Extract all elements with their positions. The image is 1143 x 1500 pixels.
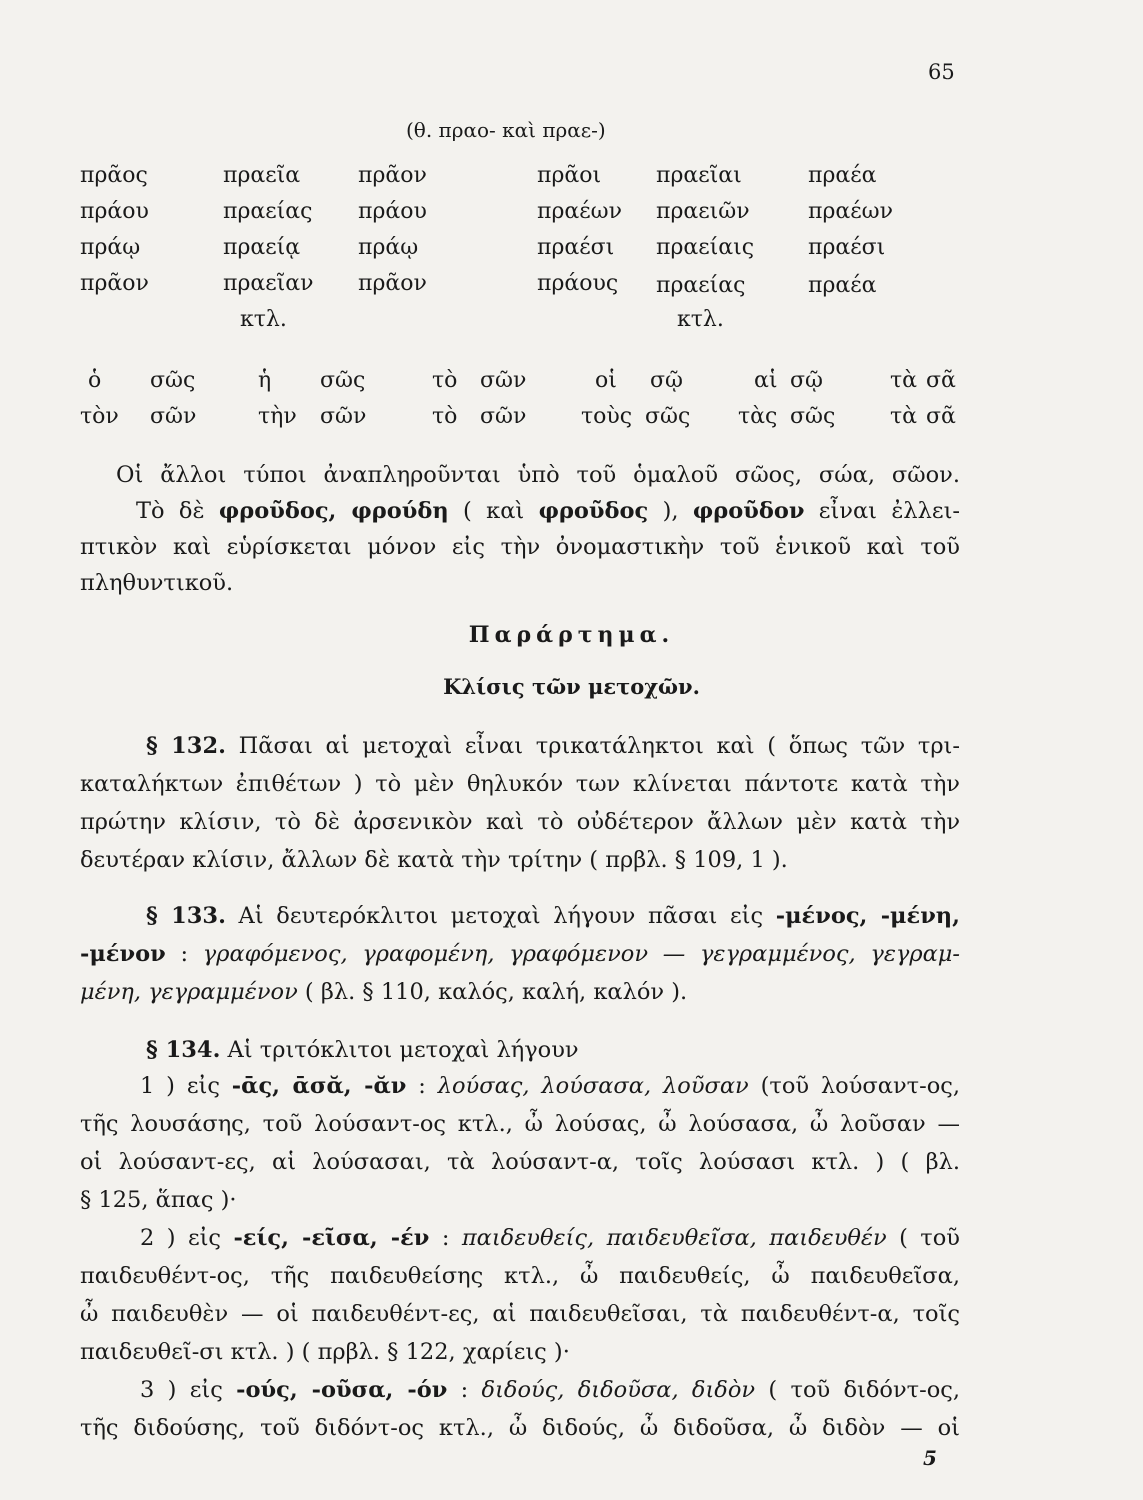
table-cell: πραείας	[656, 273, 746, 298]
text-run: 1 ) εἰς	[140, 1073, 232, 1099]
section-133-line	[146, 903, 960, 929]
table-cell: σῷ	[790, 368, 823, 393]
table-cell: ὁ	[88, 368, 102, 393]
section-134-item1-line: § 125, ἅπας )·	[80, 1187, 237, 1213]
table-cell: πραείαις	[656, 235, 755, 260]
paragraph-line	[136, 498, 960, 524]
ktl-left: κτλ.	[240, 307, 287, 332]
table-cell: πραεῖα	[223, 163, 301, 188]
signature-mark: 5	[923, 1446, 937, 1470]
table-cell: τὸν	[80, 404, 119, 429]
text-run: Αἱ τριτόκλιτοι μετοχαὶ λήγουν	[220, 1037, 579, 1063]
bold-term: -είς, -εῖσα, -έν	[233, 1225, 430, 1251]
table-cell: πρᾶον	[80, 271, 149, 296]
table-cell: σᾶ	[926, 404, 956, 429]
table-cell: πρᾶον	[358, 271, 427, 296]
section-132-line	[146, 733, 960, 759]
table-cell: πράου	[358, 199, 427, 224]
table-cell: πρᾶον	[358, 163, 427, 188]
section-134-item2-line	[140, 1225, 960, 1251]
italic-example: διδούς, διδοῦσα, διδὸν	[481, 1377, 756, 1403]
table-cell: τοὺς	[581, 404, 633, 429]
section-134-item1-line: οἱ λούσαντ-ες, αἱ λούσασαι, τὰ λούσαντ-α, τοῖς λούσασι κτλ. ) ( βλ.	[80, 1149, 960, 1175]
table-cell: πραέα	[808, 273, 877, 298]
bold-term: -μένον	[80, 941, 166, 967]
text-run: :	[447, 1377, 482, 1403]
text-run: :	[429, 1225, 462, 1251]
section-134-item1-line	[140, 1073, 960, 1099]
text-run: Πᾶσαι αἱ μετοχαὶ εἶναι τρικατάληκτοι καὶ ( ὅπως τῶν τρι-	[225, 733, 960, 759]
paragraph-line: Οἱ ἄλλοι τύποι ἀναπληροῦνται ὑπὸ τοῦ ὁμαλοῦ σῶος, σώα, σῶον.	[116, 462, 960, 488]
bold-term: φροῦδος	[538, 498, 649, 524]
table-cell: τὰ	[890, 404, 918, 429]
text-run: ( βλ. § 110, καλός, καλή, καλόν ).	[297, 979, 688, 1005]
section-134-item1-line: τῆς λουσάσης, τοῦ λούσαντ-ος κτλ., ὦ λούσας, ὦ λούσασα, ὦ λοῦσαν —	[80, 1111, 960, 1137]
table-cell: σῶν	[480, 404, 527, 429]
table-cell: πραεῖαι	[656, 163, 742, 188]
text-run: ( καὶ	[448, 498, 539, 524]
text-run: ( τοῦ διδόντ-ος,	[755, 1377, 960, 1403]
table-cell: πραειῶν	[656, 199, 750, 224]
table-cell: πράους	[537, 271, 619, 296]
table-cell: πρᾶος	[80, 163, 148, 188]
ktl-right: κτλ.	[677, 307, 724, 332]
paragraph-line: πτικὸν καὶ εὑρίσκεται μόνον εἰς τὴν ὀνομαστικὴν τοῦ ἑνικοῦ καὶ τοῦ	[80, 534, 960, 560]
table-cell: σῷ	[650, 368, 683, 393]
text-run: 2 ) εἰς	[140, 1225, 234, 1251]
section-132-line: καταλήκτων ἐπιθέτων ) τὸ μὲν θηλυκόν των κλίνεται πάντοτε κατὰ τὴν	[80, 771, 960, 797]
table-cell: σῶν	[320, 404, 367, 429]
table-cell: πρᾶοι	[537, 163, 602, 188]
table-cell: σᾶ	[926, 368, 956, 393]
bold-term: -μένος, -μένη,	[775, 903, 960, 929]
table-cell: τὸ	[432, 368, 458, 393]
table-cell: ἡ	[258, 368, 272, 393]
table-cell: τὸ	[432, 404, 458, 429]
table-cell: οἱ	[595, 368, 617, 393]
section-134-item2-line: παιδευθεῖ-σι κτλ. ) ( πρβλ. § 122, χαρίεις )·	[80, 1339, 570, 1365]
section-132-line: δευτέραν κλίσιν, ἄλλων δὲ κατὰ τὴν τρίτην ( πρβλ. § 109, 1 ).	[80, 847, 788, 873]
table-cell: σῶν	[480, 368, 527, 393]
table-cell: αἱ	[754, 368, 778, 393]
appendix-title: Παράρτημα.	[468, 622, 675, 648]
table-cell: σῶς	[645, 404, 691, 429]
text-run: εἶναι ἐλλει-	[804, 498, 960, 524]
table-cell: τὴν	[258, 404, 297, 429]
text-run: ),	[648, 498, 693, 524]
table-cell: πραέων	[808, 199, 893, 224]
section-134-item3-line: τῆς διδούσης, τοῦ διδόντ-ος κτλ., ὦ διδούς, ὦ διδοῦσα, ὦ διδὸν — οἱ	[80, 1415, 960, 1441]
bold-term: -ᾱς, ᾱσᾰ, -ᾰν	[231, 1073, 407, 1099]
section-134-line	[146, 1037, 1026, 1063]
table-cell: πραεῖαν	[223, 271, 314, 296]
table-cell: πραέων	[537, 199, 622, 224]
italic-example: μένη, γεγραμμένον	[80, 979, 298, 1005]
table-cell: πράῳ	[358, 235, 419, 260]
section-133-line	[80, 979, 960, 1005]
section-134-item2-line: ὦ παιδευθὲν — οἱ παιδευθέντ-ες, αἱ παιδευθεῖσαι, τὰ παιδευθέντ-α, τοῖς	[80, 1301, 960, 1327]
italic-example: παιδευθείς, παιδευθεῖσα, παιδευθέν	[461, 1225, 887, 1251]
table-cell: πράου	[80, 199, 149, 224]
table-cell: πραέσι	[537, 235, 615, 260]
section-number: § 132.	[146, 733, 226, 759]
stem-note: (θ. πραο- καὶ πραε-)	[406, 118, 606, 142]
table-cell: σῶς	[150, 368, 196, 393]
text-run: ( τοῦ	[886, 1225, 960, 1251]
bold-term: φροῦδον	[692, 498, 805, 524]
italic-example: γραφόμενος, γραφομένη, γραφόμενον — γεγραμμένος, γεγραμ-	[202, 941, 960, 967]
table-cell: πραείας	[223, 199, 313, 224]
section-134-item2-line: παιδευθέντ-ος, τῆς παιδευθείσης κτλ., ὦ παιδευθείς, ὦ παιδευθεῖσα,	[80, 1263, 960, 1289]
section-132-line: πρώτην κλίσιν, τὸ δὲ ἀρσενικὸν καὶ τὸ οὐδέτερον ἄλλων μὲν κατὰ τὴν	[80, 809, 960, 835]
section-number: § 134.	[146, 1037, 221, 1063]
bold-term: -ούς, -οῦσα, -όν	[236, 1377, 448, 1403]
text-run: (τοῦ λούσαντ-ος,	[748, 1073, 960, 1099]
table-cell: πραέσι	[808, 235, 886, 260]
text-run: 3 ) εἰς	[140, 1377, 237, 1403]
italic-example: λούσας, λούσασα, λοῦσαν	[437, 1073, 749, 1099]
table-cell: πραείᾳ	[223, 235, 301, 260]
table-cell: σῶς	[790, 404, 836, 429]
text-run: Αἱ δευτερόκλιτοι μετοχαὶ λήγουν πᾶσαι εἰς	[225, 903, 776, 929]
text-run: :	[406, 1073, 438, 1099]
appendix-subtitle: Κλίσις τῶν μετοχῶν.	[443, 674, 700, 699]
table-cell: σῶς	[320, 368, 366, 393]
section-134-item3-line	[140, 1377, 960, 1403]
text-run: :	[165, 941, 203, 967]
table-cell: τὰς	[738, 404, 778, 429]
table-cell: τὰ	[890, 368, 918, 393]
table-cell: πράῳ	[80, 235, 141, 260]
table-cell: σῶν	[150, 404, 197, 429]
section-133-line	[80, 941, 960, 967]
page-number: 65	[928, 60, 955, 84]
paragraph-line: πληθυντικοῦ.	[80, 570, 234, 596]
section-number: § 133.	[146, 903, 226, 929]
bold-term: φροῦδος, φρούδη	[218, 498, 449, 524]
table-cell: πραέα	[808, 163, 877, 188]
text-run: Τὸ δὲ	[136, 498, 219, 524]
